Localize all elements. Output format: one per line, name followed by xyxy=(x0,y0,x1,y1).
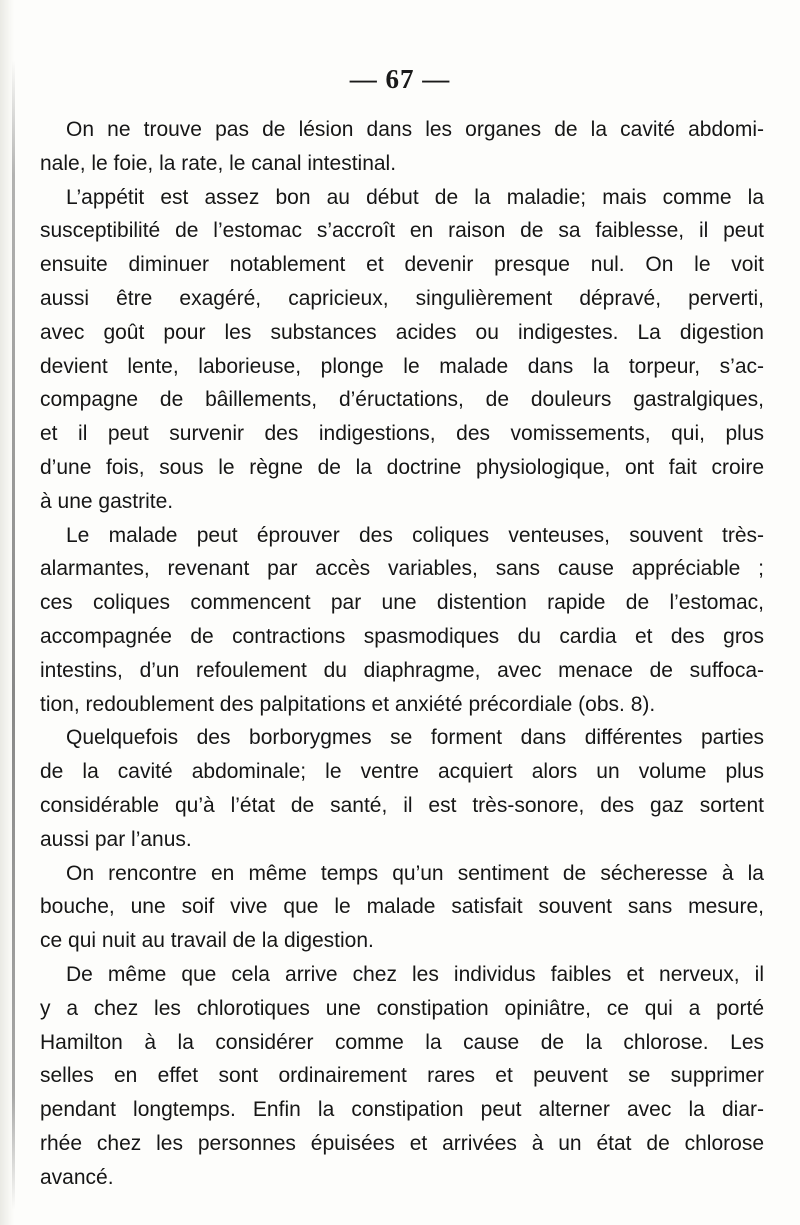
text-line: ensuite diminuer notablement et devenir presque nul. On le voit xyxy=(40,253,764,277)
text-line: avec goût pour les substances acides ou indigestes. La digestion xyxy=(40,320,764,344)
text-line: On ne trouve pas de lésion dans les organes de la cavité abdomi- xyxy=(66,118,764,141)
text-line: avancé. xyxy=(40,1165,114,1189)
text-line: Quelquefois des borborygmes se forment dans différentes parties xyxy=(66,726,764,750)
text-line: aussi par l’anus. xyxy=(40,827,192,851)
text-line: aussi être exagéré, capricieux, singulièrement dépravé, perverti, xyxy=(40,286,764,310)
text-line: pendant longtemps. Enfin la constipation peut alterner avec la diar- xyxy=(40,1098,764,1122)
text-line: Hamilton à la considérer comme la cause de la chlorose. Les xyxy=(40,1030,764,1054)
text-line: Le malade peut éprouver des coliques venteuses, souvent très- xyxy=(66,523,764,547)
text-line: y a chez les chlorotiques une constipation opiniâtre, ce qui a porté xyxy=(40,996,764,1020)
paragraph xyxy=(40,181,764,519)
text-line: De même que cela arrive chez les individus faibles et nerveux, il xyxy=(66,962,764,986)
text-line: compagne de bâillements, d’éructations, de douleurs gastralgiques, xyxy=(40,388,764,412)
binding-edge xyxy=(12,60,15,1210)
text-line: de la cavité abdominale; le ventre acquiert alors un volume plus xyxy=(40,760,764,784)
text-line: d’une fois, sous le règne de la doctrine physiologique, ont fait croire xyxy=(40,455,764,479)
text-line: intestins, d’un refoulement du diaphragme, avec menace de suffoca- xyxy=(40,658,764,682)
body-text xyxy=(40,113,764,1195)
text-line: ce qui nuit au travail de la digestion. xyxy=(40,929,374,953)
text-line: On rencontre en même temps qu’un sentiment de sécheresse à la xyxy=(66,861,764,885)
text-line: susceptibilité de l’estomac s’accroît en raison de sa faiblesse, il peut xyxy=(40,219,764,243)
text-line: à une gastrite. xyxy=(40,489,174,513)
text-line: L’appétit est assez bon au début de la maladie; mais comme la xyxy=(66,185,764,209)
paragraph xyxy=(40,519,764,722)
text-line: ces coliques commencent par une distention rapide de l’estomac, xyxy=(40,591,764,615)
page-number: — 67 — xyxy=(349,64,451,94)
paragraph xyxy=(40,721,764,856)
text-line: et il peut survenir des indigestions, des vomissements, qui, plus xyxy=(40,422,764,446)
text-line: nale, le foie, la rate, le canal intestinal. xyxy=(40,151,397,175)
text-line: selles en effet sont ordinairement rares et peuvent se supprimer xyxy=(40,1064,764,1088)
text-line: alarmantes, revenant par accès variables, sans cause appréciable ; xyxy=(40,557,764,581)
text-line: tion, redoublement des palpitations et anxiété précordiale (obs. 8). xyxy=(40,692,656,716)
paragraph xyxy=(40,958,764,1195)
text-line: devient lente, laborieuse, plonge le malade dans la torpeur, s’ac- xyxy=(40,354,764,378)
paragraph xyxy=(40,857,764,958)
text-line: accompagnée de contractions spasmodiques du cardia et des gros xyxy=(40,624,764,648)
text-line: considérable qu’à l’état de santé, il est très-sonore, des gaz sortent xyxy=(40,793,764,817)
paragraph xyxy=(40,113,764,181)
text-line: rhée chez les personnes épuisées et arrivées à un état de chlorose xyxy=(40,1131,764,1155)
text-line: bouche, une soif vive que le malade satisfait souvent sans mesure, xyxy=(40,895,764,919)
